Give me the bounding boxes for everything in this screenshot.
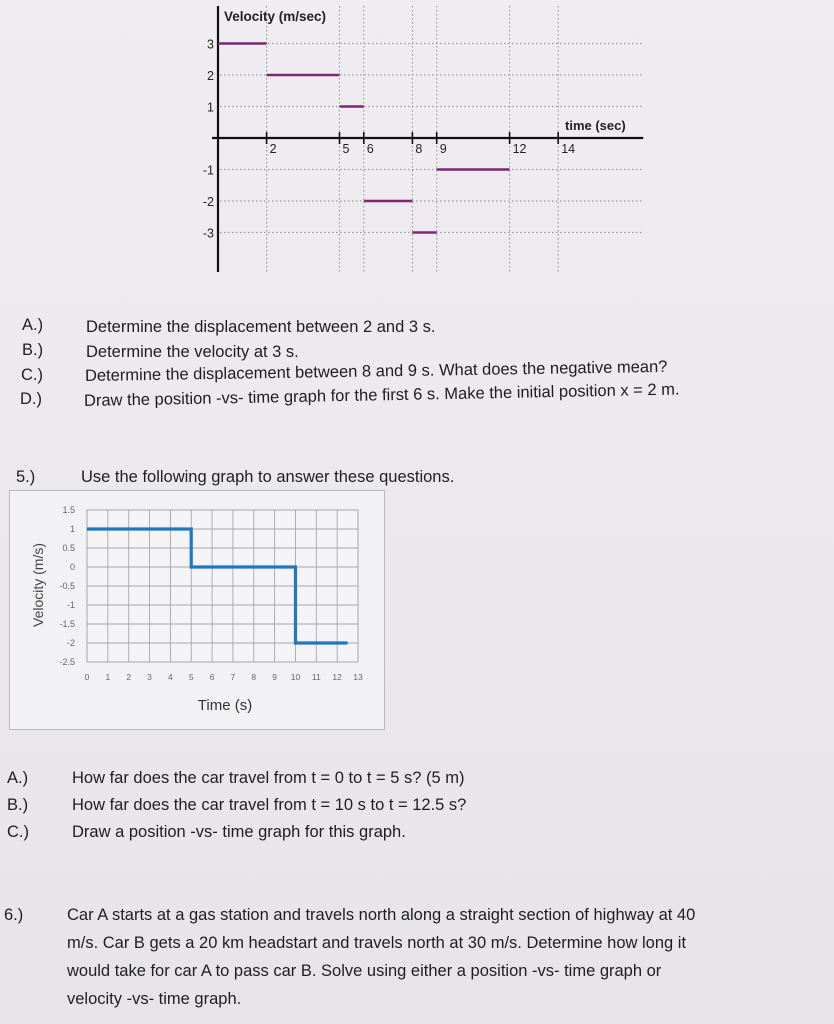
part4-c-letter: C.) [21, 366, 43, 384]
chart2-xtick-label-9: 9 [272, 672, 277, 682]
chart2-ytick-label-0.5: 0.5 [62, 543, 75, 553]
chart1-ylabel: Velocity (m/sec) [224, 9, 327, 24]
chart2-xtick-label-1: 1 [105, 672, 111, 682]
chart2-xtick-label-6: 6 [209, 672, 215, 682]
q6-number: 6.) [4, 906, 24, 924]
part4-d-letter: D.) [20, 390, 42, 408]
velocity-time-graph-1 [190, 0, 650, 290]
chart2-xtick-label-10: 10 [290, 672, 301, 682]
part4-a-text: Determine the displacement between 2 and 3 s. [86, 318, 436, 336]
chart2-ylabel: Velocity (m/s) [30, 542, 46, 628]
chart2-ytick-label--0.5: -0.5 [59, 581, 75, 591]
q5-b-text: How far does the car travel from t = 10 s to t = 12.5 s? [72, 796, 467, 814]
chart2-xtick-label-13: 13 [353, 672, 363, 682]
q5-a-letter: A.) [7, 769, 29, 787]
q6-line-1: Car A starts at a gas station and travels north along a straight section of highway at 40 [67, 906, 696, 924]
chart2-ytick-label--1: -1 [66, 600, 75, 610]
chart1-ytick-label-1: 1 [207, 100, 214, 115]
chart2-ytick-label--2: -2 [66, 638, 75, 648]
chart2-xtick-label-12: 12 [332, 672, 342, 682]
chart1-xtick-label-6: 6 [366, 142, 374, 156]
q5-prompt: Use the following graph to answer these questions. [81, 468, 455, 486]
chart1-ytick-label-3: 3 [207, 37, 214, 52]
chart1-xtick-label-5: 5 [342, 142, 350, 156]
q5-c-text: Draw a position -vs- time graph for this graph. [72, 823, 406, 841]
chart2-xtick-label-0: 0 [84, 672, 90, 682]
chart1-xtick-label-8: 8 [415, 142, 423, 156]
q5-c-letter: C.) [7, 823, 29, 841]
chart1-xtick-label-9: 9 [439, 142, 447, 156]
chart2-ytick-label--2.5: -2.5 [59, 657, 75, 667]
chart2-ytick-label-1.5: 1.5 [62, 505, 75, 515]
part4-b-letter: B.) [22, 341, 44, 359]
chart1-ytick-label-2: 2 [207, 69, 214, 83]
chart2-xtick-label-7: 7 [230, 672, 236, 682]
chart1-xtick-label-2: 2 [269, 142, 277, 156]
chart2-ytick-label--1.5: -1.5 [59, 619, 75, 629]
chart2-ytick-label-0: 0 [69, 562, 75, 572]
chart2-xtick-label-11: 11 [311, 672, 321, 682]
part4-d-text: Draw the position -vs- time graph for the first 6 s. Make the initial position x = 2 m. [83, 380, 680, 410]
q6-line-2: m/s. Car B gets a 20 km headstart and travels north at 30 m/s. Determine how long it [67, 934, 687, 952]
chart2-xtick-label-2: 2 [126, 672, 132, 682]
q5-b-letter: B.) [7, 796, 29, 814]
chart2-xtick-label-8: 8 [251, 672, 257, 682]
chart1-xtick-label-14: 14 [561, 142, 576, 156]
chart2-xtick-label-5: 5 [188, 672, 194, 682]
q5-a-text: How far does the car travel from t = 0 to t = 5 s? (5 m) [72, 769, 465, 787]
part4-a-letter: A.) [22, 316, 44, 334]
chart2-xtick-label-4: 4 [168, 672, 173, 682]
chart1-xtick-label-12: 12 [512, 142, 527, 156]
part4-b-text: Determine the velocity at 3 s. [86, 343, 299, 361]
q6-line-4: velocity -vs- time graph. [67, 990, 242, 1008]
chart1-ytick-label--3: -3 [202, 226, 214, 241]
chart2-xlabel: Time (s) [197, 697, 253, 714]
q6-line-3: would take for car A to pass car B. Solve using either a position -vs- time graph or [67, 962, 662, 980]
chart1-ytick-label--2: -2 [202, 195, 214, 209]
chart1-ytick-label--1: -1 [202, 163, 214, 178]
chart1-xlabel: time (sec) [565, 118, 626, 133]
q5-number: 5.) [16, 468, 36, 486]
part4-c-text: Determine the displacement between 8 and 9 s. What does the negative mean? [84, 357, 668, 385]
chart2-ytick-label-1: 1 [69, 524, 75, 534]
chart2-xtick-label-3: 3 [147, 672, 152, 682]
velocity-time-graph-2 [9, 490, 383, 728]
